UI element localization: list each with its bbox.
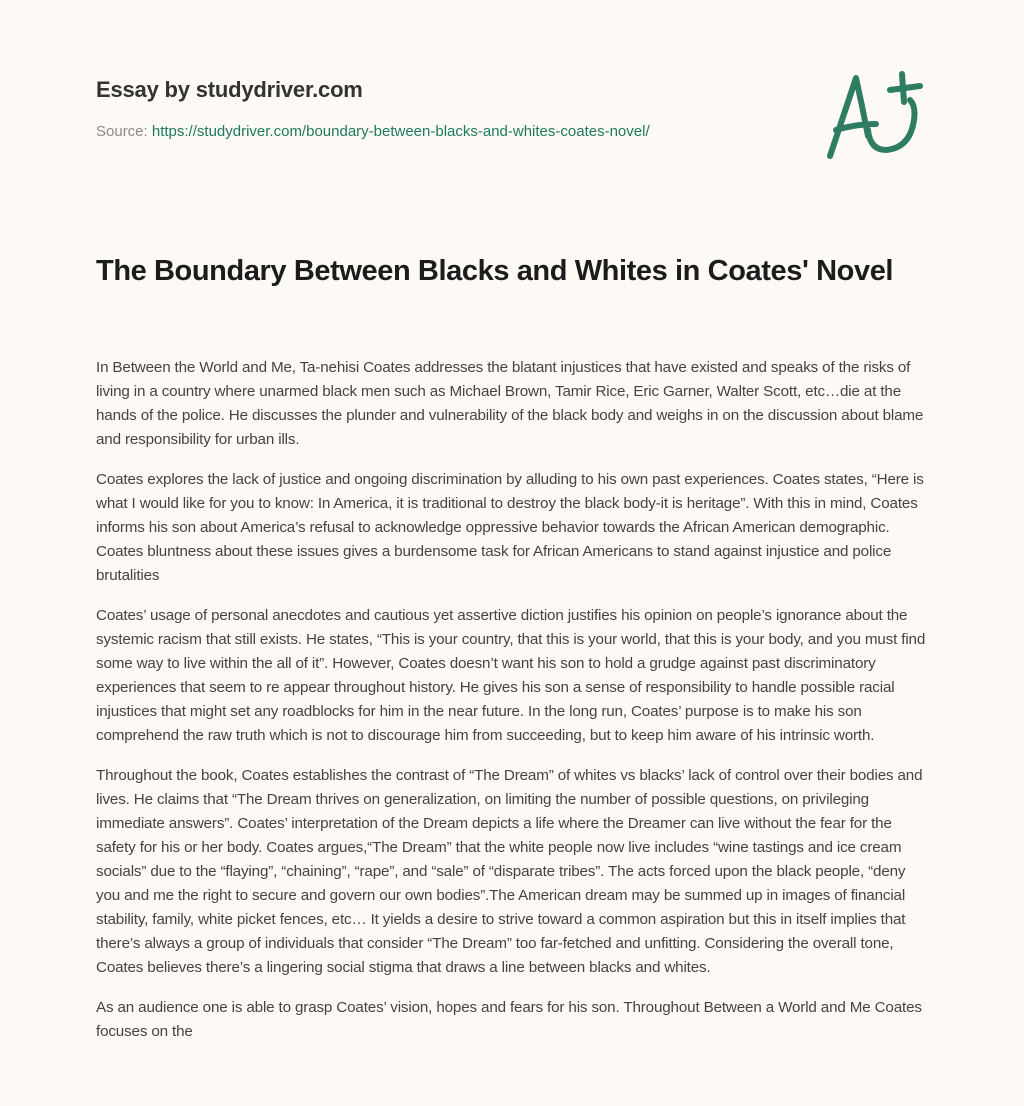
article-title: The Boundary Between Blacks and Whites in Coates' Novel [96,255,894,287]
paragraph: As an audience one is able to grasp Coates’ vision, hopes and fears for his son. Throughout Between a World and Me Coates focuses on the [96,999,922,1040]
paragraph: Coates’ usage of personal anecdotes and cautious yet assertive diction justifies his opinion on people’s ignorance about the systemic racism that still exists. He states, “This is your country, that this is your world, that this is your body, and you must find some way to live within the all of it”. However, Coates doesn’t want his son to hold a grudge against past discriminatory experiences that seem to re appear throughout history. He gives his son a sense of responsibility to handle possible racial injustices that might set any roadblocks for him in the near future. In the long run, Coates’ purpose is to make his son comprehend the raw truth which is not to discourage him from succeeding, but to keep him aware of his intrinsic worth. [96,607,926,744]
page-header [96,74,796,142]
a-plus-grade-icon [820,66,930,166]
article-body [96,356,932,1060]
source-link[interactable]: https://studydriver.com/boundary-between-blacks-and-whites-coates-novel/ [151,123,650,140]
source-label: Source: [96,123,148,140]
source-line [96,122,796,142]
paragraph: Throughout the book, Coates establishes the contrast of “The Dream” of whites vs blacks’ lack of control over their bodies and lives. He claims that “The Dream thrives on generalization, on limiting the number of possible questions, on privileging immediate answers”. Coates’ interpretation of the Dream depicts a life where the Dreamer can live without the fear for the safety for his or her body. Coates argues,“The Dream” that the white people now live includes “wine tastings and ice cream socials” due to the “flaying”, “chaining”, “rape”, and “sale” of “disparate tribes”. The acts forced upon the black people, “deny you and me the right to secure and govern our own bodies”.The American dream may be summed up in images of financial stability, family, white picket fences, etc… It yields a desire to strive toward a common aspiration but this in itself implies that there’s always a group of individuals that consider “The Dream” too far-fetched and unfitting. Considering the overall tone, Coates believes there’s a lingering social stigma that draws a line between blacks and whites. [96,767,923,976]
paragraph: Coates explores the lack of justice and ongoing discrimination by alluding to his own past experiences. Coates states, “Here is what I would like for you to know: In America, it is traditional to destroy the black body-it is heritage”. With this in mind, Coates informs his son about America’s refusal to acknowledge oppressive behavior towards the African American demographic. Coates bluntness about these issues gives a burdensome task for African Americans to stand against injustice and police brutalities [96,471,924,584]
paragraph: In Between the World and Me, Ta-nehisi Coates addresses the blatant injustices that have existed and speaks of the risks of living in a country where unarmed black men such as Michael Brown, Tamir Rice, Eric Garner, Walter Scott, etc…die at the hands of the police. He discusses the plunder and vulnerability of the black body and weighs in on the discussion about blame and responsibility for urban ills. [96,359,924,448]
site-title: Essay by studydriver.com [96,77,363,102]
